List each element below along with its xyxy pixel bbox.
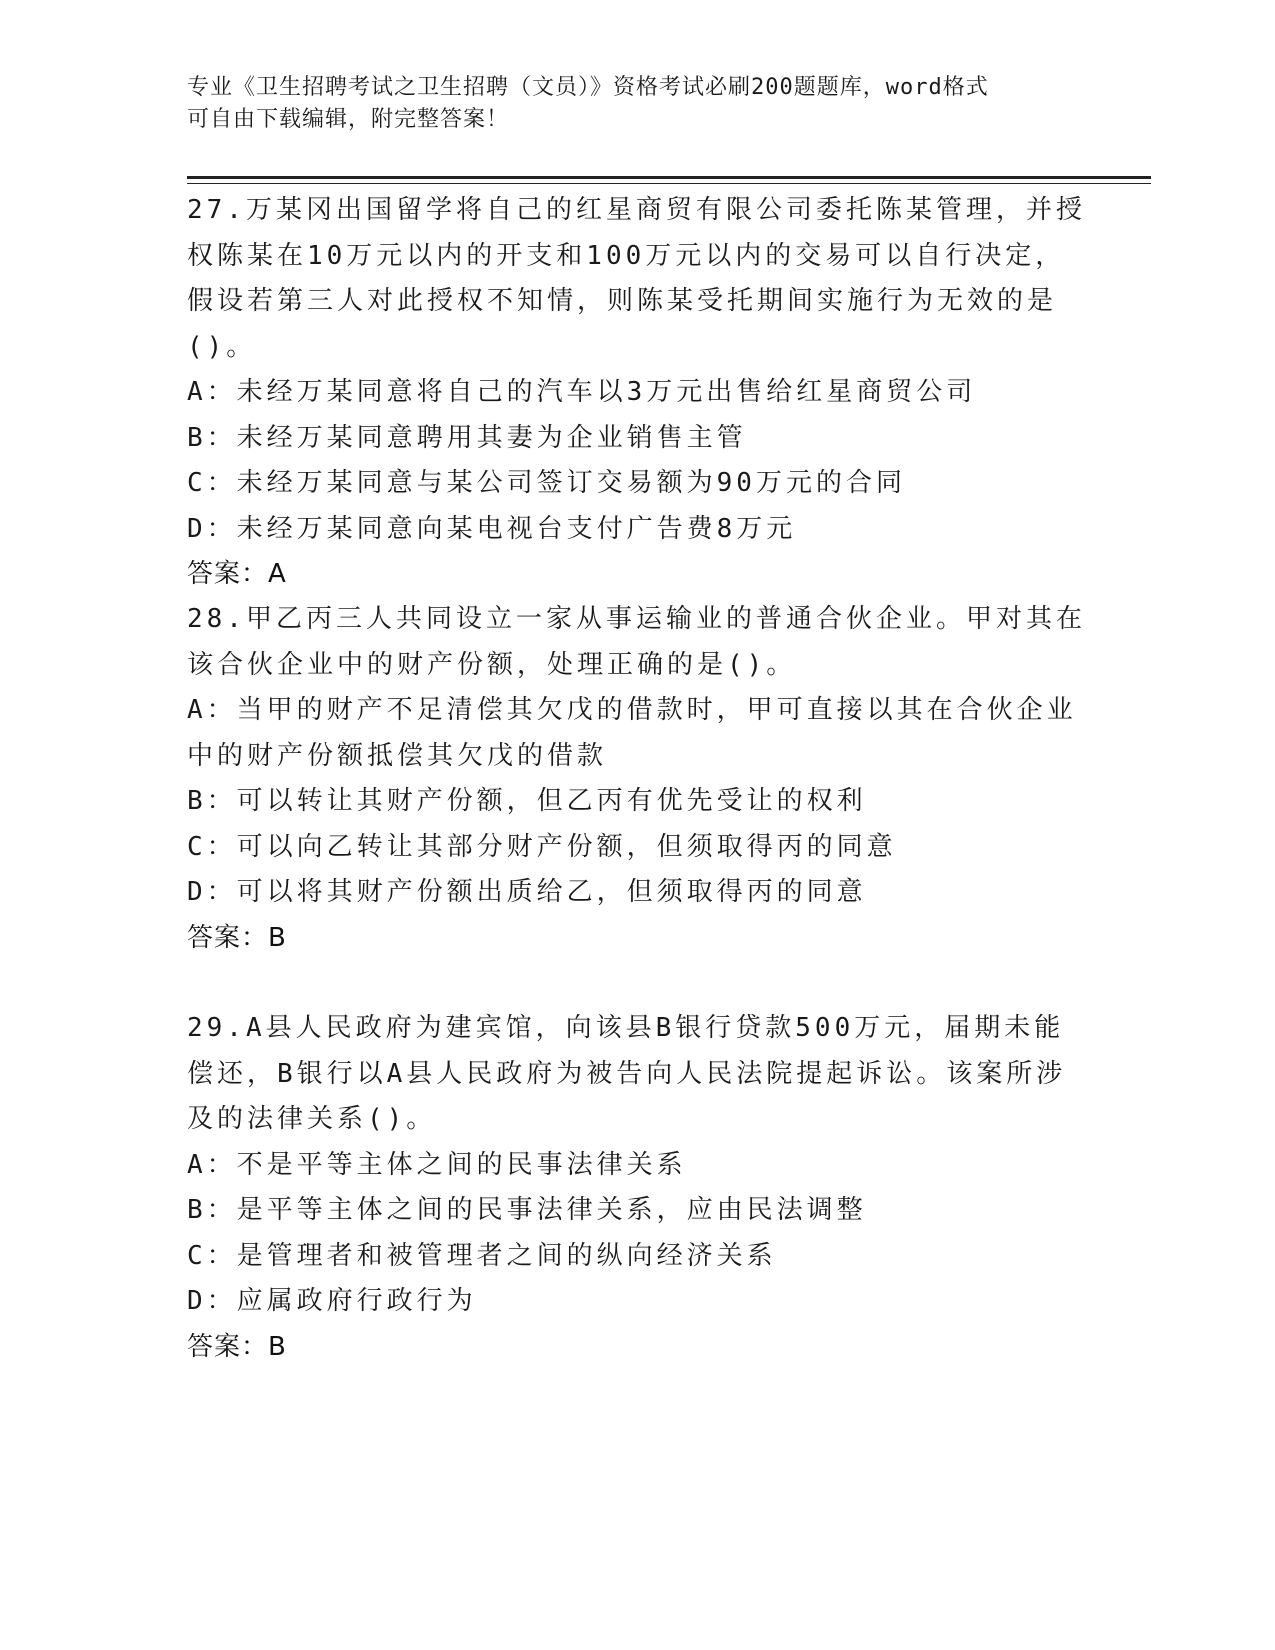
answer-line: 答案：B — [187, 922, 287, 953]
answer-line: 答案：A — [187, 559, 287, 589]
option-d: D：可以将其财产份额出质给乙，但须取得丙的同意 — [187, 877, 867, 907]
question-stem: 27.万某冈出国留学将自己的红星商贸有限公司委托陈某管理，并授权陈某在10万元以内的开支和100万元以内的交易可以自行决定，假设若第三人对此授权不知情，则陈某受托期间实施行为无效的是()。 — [187, 195, 1086, 362]
question-28 — [187, 597, 1087, 961]
document-header — [187, 72, 1067, 136]
question-stem: 29.A县人民政府为建宾馆，向该县B银行贷款500万元，届期未能偿还，B银行以A县人民政府为被告向人民法院提起诉讼。该案所涉及的法律关系()。 — [187, 1013, 1067, 1134]
option-b: B：未经万某同意聘用其妻为企业销售主管 — [187, 422, 747, 453]
header-line-1: 专业《卫生招聘考试之卫生招聘（文员）》资格考试必刷200题题库，word格式 — [187, 75, 989, 100]
question-stem: 28.甲乙丙三人共同设立一家从事运输业的普通合伙企业。甲对其在该合伙企业中的财产份额，处理正确的是()。 — [187, 604, 1086, 680]
option-a: A：不是平等主体之间的民事法律关系 — [187, 1149, 687, 1180]
header-divider-thick — [187, 176, 1151, 179]
option-b: B：可以转让其财产份额，但乙丙有优先受让的权利 — [187, 786, 867, 816]
answer-line: 答案：B — [187, 1331, 287, 1362]
question-27 — [187, 188, 1087, 598]
option-a: A：当甲的财产不足清偿其欠戊的借款时，甲可直接以其在合伙企业中的财产份额抵偿其欠戊的借款 — [187, 695, 1077, 771]
option-a: A：未经万某同意将自己的汽车以3万元出售给红星商贸公司 — [187, 377, 977, 407]
question-29 — [187, 1006, 1087, 1370]
option-c: C：是管理者和被管理者之间的纵向经济关系 — [187, 1240, 777, 1271]
header-line-2: 可自由下载编辑，附完整答案！ — [187, 107, 510, 132]
option-d: D：未经万某同意向某电视台支付广告费8万元 — [187, 513, 797, 544]
option-d: D：应属政府行政行为 — [187, 1286, 477, 1316]
option-c: C：可以向乙转让其部分财产份额，但须取得丙的同意 — [187, 831, 897, 862]
header-divider-thin — [187, 183, 1151, 184]
option-c: C：未经万某同意与某公司签订交易额为90万元的合同 — [187, 468, 906, 498]
option-b: B：是平等主体之间的民事法律关系，应由民法调整 — [187, 1195, 867, 1225]
